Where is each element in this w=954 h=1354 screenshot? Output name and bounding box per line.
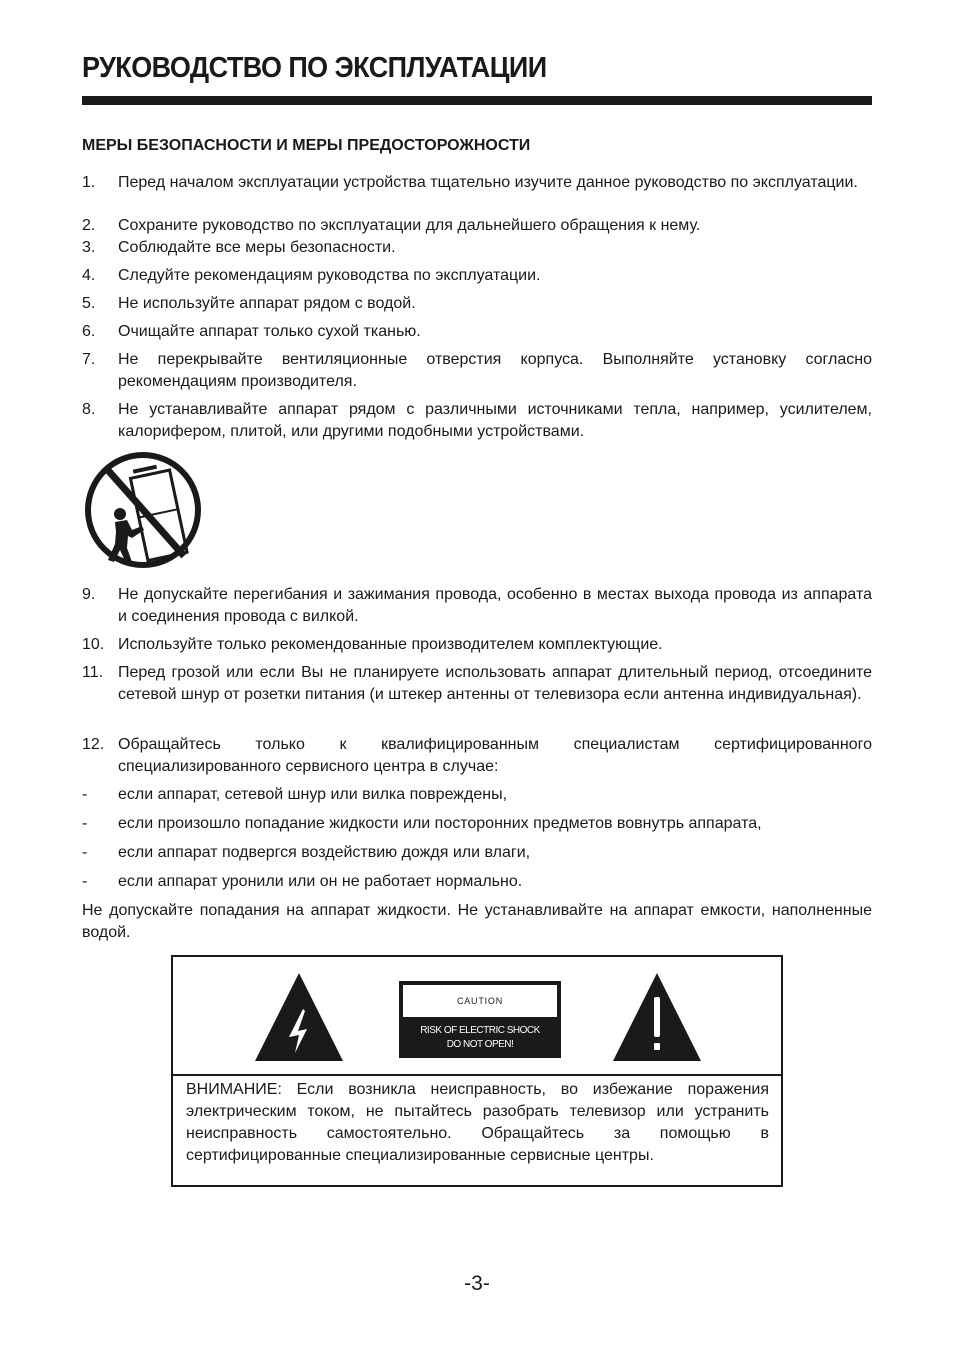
list-item — [82, 215, 872, 237]
item-number: 1. — [82, 174, 96, 191]
item-number: - — [82, 786, 88, 803]
item-number: 6. — [82, 323, 96, 340]
section-title: МЕРЫ БЕЗОПАСНОСТИ И МЕРЫ ПРЕДОСТОРОЖНОСТИ — [82, 137, 531, 154]
closing-paragraph: Не допускайте попадания на аппарат жидкости. Не устанавливайте на аппарат емкости, наполненные водой. — [82, 902, 872, 941]
item-text: Обращайтесь только к квалифицированным специалистам сертифицированного специализированного сервисного центра в случае: — [118, 736, 872, 775]
warning-divider — [173, 1074, 781, 1076]
list-item — [82, 172, 872, 194]
exclamation-triangle-icon — [611, 971, 703, 1063]
item-text: если аппарат, сетевой шнур или вилка повреждены, — [118, 786, 508, 803]
list-item — [82, 265, 872, 287]
list-item — [82, 237, 872, 259]
item-text: Используйте только рекомендованные производителем комплектующие. — [118, 636, 663, 653]
item-number: 5. — [82, 295, 96, 312]
item-text: если аппарат уронили или он не работает нормально. — [118, 873, 523, 890]
list-item — [82, 634, 872, 656]
item-number: - — [82, 815, 88, 832]
caution-line-1: RISK OF ELECTRIC SHOCK — [420, 1025, 540, 1036]
item-number: 8. — [82, 401, 96, 418]
warning-text: ВНИМАНИЕ: Если возникла неисправность, во избежание поражения электрическим током, не пытайтесь разобрать телевизор или устранить неисправность самостоятельно. Обращайтесь за помощью в сертифицированные специализированные сервисные центры. — [186, 1081, 769, 1164]
item-text: Не перекрывайте вентиляционные отверстия корпуса. Выполняйте установку согласно рекомендациям производителя. — [118, 351, 872, 390]
list-item — [82, 871, 872, 893]
page-title: РУКОВОДСТВО ПО ЭКСПЛУАТАЦИИ — [82, 52, 547, 84]
list-item — [82, 813, 872, 835]
caution-title: CAUTION — [403, 985, 557, 1017]
item-text: Очищайте аппарат только сухой тканью. — [118, 323, 421, 340]
item-number: - — [82, 844, 88, 861]
list-item — [82, 399, 872, 443]
title-rule — [82, 96, 872, 105]
page-number: -3- — [464, 1272, 490, 1295]
item-number: 9. — [82, 586, 96, 603]
caution-label — [399, 981, 561, 1058]
item-text: если аппарат подвергся воздействию дождя или влаги, — [118, 844, 531, 861]
lightning-triangle-icon — [253, 971, 345, 1063]
item-text: Перед началом эксплуатации устройства тщательно изучите данное руководство по эксплуатации. — [118, 174, 858, 191]
list-item — [82, 584, 872, 628]
list-item — [82, 734, 872, 778]
list-item — [82, 784, 872, 806]
item-number: 12. — [82, 736, 105, 753]
item-number: 4. — [82, 267, 96, 284]
list-item — [82, 662, 872, 706]
item-number: 2. — [82, 217, 96, 234]
item-number: 10. — [82, 636, 105, 653]
warning-box — [171, 955, 783, 1187]
list-item — [82, 293, 872, 315]
no-tipping-cart-icon — [80, 452, 208, 568]
list-item — [82, 842, 872, 864]
item-number: 11. — [82, 664, 104, 681]
item-text: Не устанавливайте аппарат рядом с различными источниками тепла, например, усилителем, калорифером, плитой, или другими подобными устройствами. — [118, 401, 872, 440]
caution-line-2: DO NOT OPEN! — [446, 1039, 514, 1050]
item-number: 7. — [82, 351, 96, 368]
list-item — [82, 321, 872, 343]
list-item — [82, 349, 872, 393]
item-text: Соблюдайте все меры безопасности. — [118, 239, 396, 256]
item-text: Перед грозой или если Вы не планируете использовать аппарат длительный период, отсоедините сетевой шнур от розетки питания (и штекер антенны от телевизора если антенна индивидуальная). — [118, 664, 872, 703]
item-text: Следуйте рекомендациям руководства по эксплуатации. — [118, 267, 541, 284]
item-number: 3. — [82, 239, 96, 256]
item-number: - — [82, 873, 88, 890]
item-text: если произошло попадание жидкости или посторонних предметов вовнутрь аппарата, — [118, 815, 762, 832]
item-text: Не используйте аппарат рядом с водой. — [118, 295, 416, 312]
item-text: Не допускайте перегибания и зажимания провода, особенно в местах выхода провода из аппарата и соединения провода с вилкой. — [118, 586, 872, 625]
item-text: Сохраните руководство по эксплуатации для дальнейшего обращения к нему. — [118, 217, 701, 234]
